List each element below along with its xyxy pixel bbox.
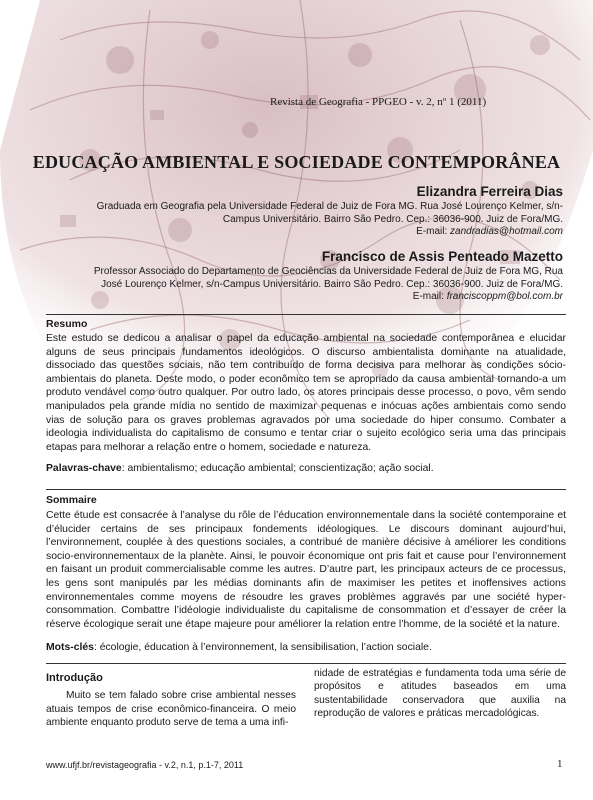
sommaire-text: Cette étude est consacrée à l’analyse du rôle de l’éducation environnementale dans la société contemporaine et d’élucider certains de ses principaux fondements idéologiques. Le discours dominant aujourd’hui, l’environnement, couplée à des questions sociales, a contribué de manière décisive à améliorer les conditions socio-environnementaux de la planète. Ainsi, le pouvoir économique ont pris fait et cause pour l’environnement en faisant un produit commercialisable comme les autres. D’autre part, les principaux acteurs de ce processus, les gens sont manipulés par les médias dominants afin de maximiser les petites et inoffensives actions environnementales comme moyens de résoudre les graves problèmes aggravés par une société hyper-consommation. Combattre l’idéologie individualiste du capitalisme de consommation et d’essayer de créer la réserve écologique serait une étape majeure pour améliorer la relation entre l’homme, de la société et la nature. — [46, 510, 566, 630]
mots-cles-text: : écologie, éducation à l’environnement, la sensibilisation, l’action sociale. — [93, 642, 432, 653]
intro-column-1 — [46, 672, 296, 730]
author-block-1 — [83, 184, 563, 239]
resumo-text: Este estudo se dedicou a analisar o papel da educação ambiental na sociedade contemporânea e elucidar alguns de seus principais fundamentos ideológicos. O discurso ambientalista dominante na atualidade, dissociado das questões sociais, não tem contribuído de forma decisiva para melhorar as condições sócio-ambientais do planeta. Deste modo, o poder econômico tem se apropriado da causa ambiental tornando-a um produto vendável como outro qualquer. Por outro lado, os atores principais desse processo, o povo, vêm sendo manipulados pela grande mídia no sentido de maximizar pequenas e inócuas ações ambientais como sendo vias de solução para os graves problemas agravados por uma sociedade do hiper consumo. Combater a ideologia individualista do capitalismo de consumo e tentar criar o sujeito ecológico seria uma das principais etapas para melhorar a relação entre o homem, sociedade e natureza. — [46, 333, 566, 453]
palavras-chave — [46, 463, 566, 474]
page-number: 1 — [557, 758, 563, 770]
author-affiliation-line: Graduada em Geografia pela Universidade Federal de Juiz de Fora MG. Rua José Lourenço Kelmer, s/n- — [96, 201, 563, 212]
email-label: E-mail: — [416, 226, 451, 237]
palavras-chave-label: Palavras-chave — [46, 463, 122, 474]
email-label: E-mail: — [412, 291, 447, 302]
author-affiliation-line: José Lourenço Kelmer, s/n-Campus Universitário. Bairro São Pedro. Cep.: 36036-900. Juiz de Fora/MG. — [101, 278, 563, 290]
author-email-line — [83, 226, 563, 239]
section-divider — [46, 663, 566, 664]
journal-header: Revista de Geografia - PPGEO - v. 2, nº 1 (2011) — [270, 96, 487, 108]
palavras-chave-text: : ambientalismo; educação ambiental; conscientização; ação social. — [121, 463, 434, 474]
article-title: EDUCAÇÃO AMBIENTAL E SOCIEDADE CONTEMPORÂNEA — [32, 152, 561, 172]
resumo-heading: Resumo — [46, 318, 88, 330]
author-affiliation-line: Campus Universitário. Bairro São Pedro. Cep.: 36036-900. Juiz de Fora/MG. — [222, 213, 563, 225]
section-divider — [46, 314, 566, 315]
sommaire-heading: Sommaire — [46, 494, 97, 506]
footer-citation: www.ufjf.br/revistageografia - v.2, n.1, p.1-7, 2011 — [46, 760, 244, 770]
author-block-2 — [93, 249, 563, 304]
intro-column-2: nidade de estratégias e fundamenta toda uma série de propósitos e atitudes baseados em uma sustentabilidade conservadora que auxilia na reprodução de valores e práticas mercadológicas. — [314, 668, 566, 720]
author-name: Elizandra Ferreira Dias — [416, 184, 563, 199]
intro-heading: Introdução — [46, 672, 103, 684]
author-affiliation-line: Professor Associado do Departamento de Geociências da Universidade Federal de Juiz de Fora MG, Rua — [93, 266, 563, 277]
author-email-link[interactable]: franciscoppm@bol.com.br — [446, 291, 563, 302]
mots-cles — [46, 642, 566, 653]
intro-paragraph: Muito se tem falado sobre crise ambiental nesses atuais tempos de crise econômico-financeira. O meio ambiente enquanto produto serve de tema a uma infi- — [46, 690, 296, 729]
author-name: Francisco de Assis Penteado Mazetto — [321, 249, 563, 264]
author-email-line — [93, 291, 563, 304]
section-divider — [46, 489, 566, 490]
author-email-link[interactable]: zandradias@hotmail.com — [450, 226, 563, 237]
mots-cles-label: Mots-clés — [46, 642, 94, 653]
